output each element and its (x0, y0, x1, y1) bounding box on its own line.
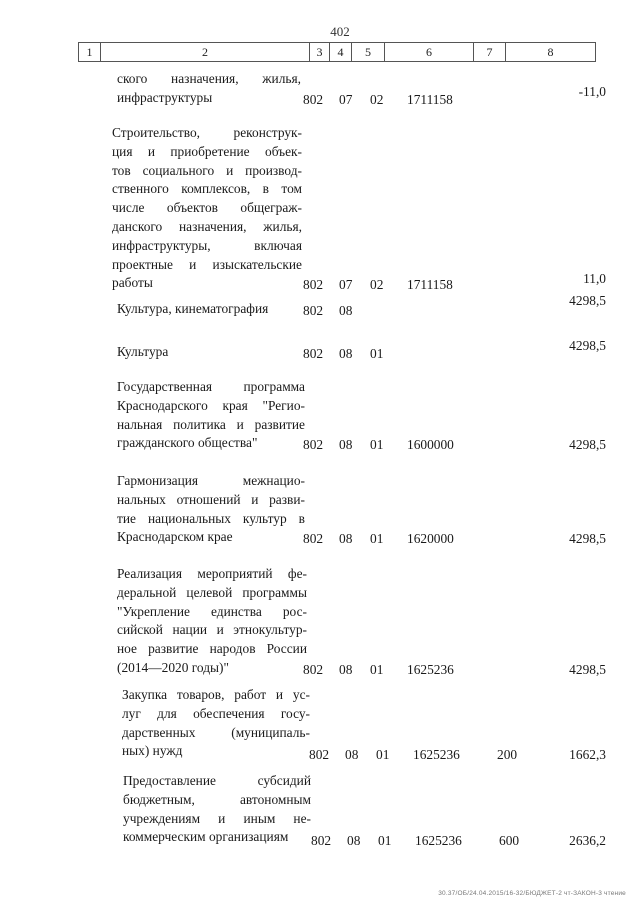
description-line: учреждениям и иным не- (123, 810, 311, 826)
description-line: ственного комплексов, в том (112, 181, 302, 197)
row-col-8: 11,0 (583, 271, 606, 287)
row-col-4: 08 (339, 531, 353, 547)
row-col-8: 4298,5 (569, 437, 606, 453)
description-line: Краснодарском крае (117, 529, 233, 545)
description-line: деральной целевой программы (117, 584, 307, 600)
description-line: гражданского общества" (117, 435, 258, 451)
row-description (122, 686, 310, 761)
header-col-8: 8 (547, 45, 554, 59)
row-col-8: 4298,5 (569, 338, 606, 353)
row-col-3: 802 (309, 747, 330, 763)
row-col-4: 08 (339, 346, 353, 361)
row-col-8: 1662,3 (569, 747, 606, 763)
header-col-6: 6 (385, 43, 474, 61)
description-line: "Укрепление единства рос- (117, 603, 307, 619)
row-col-5: 01 (370, 346, 384, 361)
row-col-7: 200 (497, 747, 518, 763)
row-col-6: 1625236 (413, 747, 460, 763)
row-col-3: 802 (303, 277, 324, 293)
description-line: Закупка товаров, работ и ус- (122, 687, 310, 702)
row-col-3: 802 (303, 346, 324, 361)
row-description (112, 124, 302, 293)
row-col-8: -11,0 (578, 83, 606, 99)
row-col-8: 4298,5 (569, 531, 606, 547)
row-col-5: 01 (370, 662, 384, 677)
description-line: проектные и изыскательские (112, 256, 302, 272)
description-line: Предоставление субсидий (123, 773, 311, 788)
row-description (117, 565, 307, 678)
row-col-6: 1600000 (407, 437, 454, 453)
description-line: Краснодарского края "Регио- (117, 397, 305, 413)
description-line: Культура (117, 344, 169, 359)
row-col-6: 1711158 (407, 277, 453, 293)
row-col-6: 1625236 (415, 833, 462, 849)
row-description (117, 378, 305, 453)
description-line: Строительство, реконструк- (112, 125, 302, 140)
description-line: ных) нужд (122, 743, 183, 759)
row-col-3: 802 (303, 91, 324, 107)
row-col-8: 2636,2 (569, 833, 606, 849)
header-col-7: 7 (474, 43, 506, 61)
row-description (123, 772, 311, 847)
description-line: луг для обеспечения госу- (122, 705, 310, 721)
description-line: Культура, кинематография (117, 301, 269, 316)
row-col-5: 01 (378, 833, 392, 849)
row-col-4: 08 (345, 747, 359, 763)
description-line: ное развитие народов России (117, 641, 307, 657)
document-footer: 30.37/ОБ/24.04.2015/16-32/БЮДЖЕТ-2 чт-ЗАКОН-3 чтение (438, 890, 626, 897)
row-description (117, 300, 301, 319)
description-line: инфраструктуры, включая (112, 237, 302, 253)
description-line: (2014—2020 годы)" (117, 659, 229, 675)
row-description (117, 70, 301, 108)
row-col-7: 600 (499, 833, 520, 849)
description-line: ского назначения, жилья, (117, 71, 301, 86)
row-col-5: 02 (370, 277, 384, 293)
row-col-4: 08 (347, 833, 361, 849)
description-line: коммерческим организациям (123, 829, 289, 845)
row-col-6: 1711158 (407, 91, 453, 107)
header-col-3: 3 (310, 43, 330, 61)
row-col-4: 07 (339, 91, 353, 107)
row-description (117, 343, 301, 362)
row-col-4: 08 (339, 303, 353, 318)
header-col-2: 2 (101, 43, 310, 61)
row-col-3: 802 (303, 531, 324, 547)
row-col-3: 802 (303, 303, 324, 318)
description-line: нальных отношений и разви- (117, 491, 305, 507)
description-line: ция и приобретение объек- (112, 143, 302, 159)
description-line: числе объектов общеграж- (112, 200, 302, 216)
description-line: Реализация мероприятий фе- (117, 566, 307, 581)
description-line: данского назначения, жилья, (112, 218, 302, 234)
row-col-3: 802 (303, 662, 324, 677)
description-line: тов социального и производ- (112, 162, 302, 178)
description-line: нальная политика и развитие (117, 416, 305, 432)
table-header-row (78, 42, 596, 62)
row-col-4: 08 (339, 662, 353, 677)
description-line: дарственных (муниципаль- (122, 724, 310, 740)
description-line: Государственная программа (117, 379, 305, 394)
row-col-6: 1620000 (407, 531, 454, 547)
header-col-5: 5 (352, 43, 385, 61)
row-col-8: 4298,5 (569, 293, 606, 308)
description-line: работы (112, 275, 153, 291)
row-description (117, 472, 305, 547)
header-col-4: 4 (330, 43, 352, 61)
description-line: сийской нации и этнокультур- (117, 622, 307, 638)
header-col-1: 1 (79, 43, 101, 61)
row-col-5: 01 (370, 531, 384, 547)
row-col-6: 1625236 (407, 662, 454, 677)
row-col-5: 01 (376, 747, 390, 763)
row-col-4: 08 (339, 437, 353, 453)
page-number: 402 (330, 24, 350, 39)
row-col-3: 802 (303, 437, 324, 453)
description-line: инфраструктуры (117, 89, 213, 105)
row-col-3: 802 (311, 833, 332, 849)
description-line: Гармонизация межнацио- (117, 473, 305, 488)
description-line: бюджетным, автономным (123, 791, 311, 807)
row-col-5: 01 (370, 437, 384, 453)
row-col-5: 02 (370, 91, 384, 107)
row-col-8: 4298,5 (569, 662, 606, 677)
row-col-4: 07 (339, 277, 353, 293)
description-line: тие национальных культур в (117, 510, 305, 526)
